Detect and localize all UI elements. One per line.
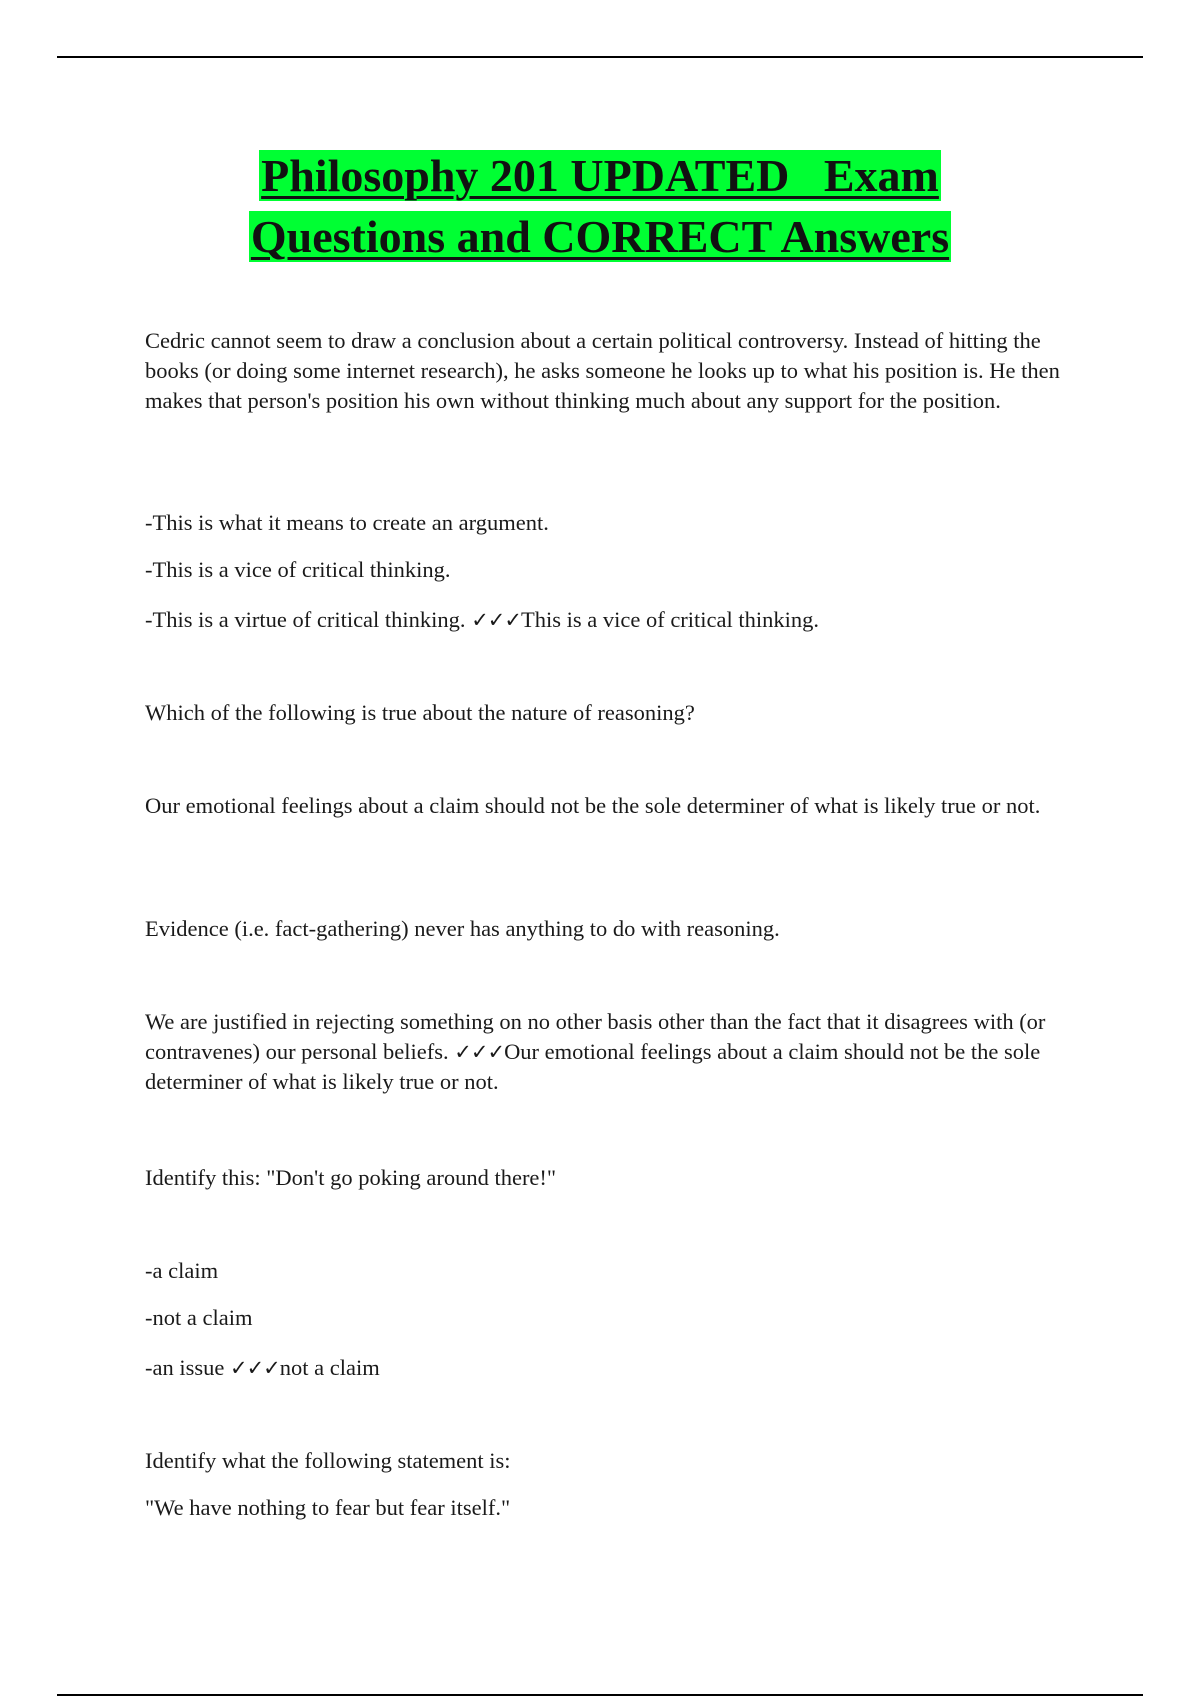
q1-option-3: -This is a virtue of critical thinking. [145, 607, 466, 632]
q2-option-3-answer-line [145, 1007, 1065, 1097]
q3-option-3: -an issue [145, 1355, 225, 1380]
title-line-1: Philosophy 201 UPDATED Exam [261, 150, 939, 201]
top-rule [57, 56, 1143, 58]
checkmark-icon: ✓✓✓ [229, 1356, 280, 1380]
q4-question: Identify what the following statement is: [145, 1448, 511, 1473]
q4-quote: "We have nothing to fear but fear itself." [145, 1495, 511, 1520]
q3-option-1: -a claim [145, 1258, 219, 1283]
q1-option-2: -This is a vice of critical thinking. [145, 557, 451, 582]
q3-option-3-answer-line [145, 1353, 1065, 1383]
q2-option-2: Evidence (i.e. fact-gathering) never has anything to do with reasoning. [145, 916, 780, 941]
checkmark-icon: ✓✓✓ [471, 608, 521, 632]
q2-answer: Our emotional feelings about a claim should not be the sole determiner of what is likely true or not. [145, 1039, 1041, 1094]
checkmark-icon: ✓✓✓ [454, 1040, 505, 1064]
title-line-2: Questions and CORRECT Answers [250, 211, 950, 262]
document-title [0, 145, 1200, 267]
q1-option-3-answer-line [145, 605, 1065, 635]
q3-option-2: -not a claim [145, 1305, 253, 1330]
q2-option-1: Our emotional feelings about a claim should not be the sole determiner of what is likely true or not. [145, 793, 1041, 818]
q1-option-1: -This is what it means to create an argument. [145, 510, 549, 535]
q3-question: Identify this: "Don't go poking around there!" [145, 1165, 557, 1190]
q3-answer: not a claim [279, 1355, 380, 1380]
q1-question: Cedric cannot seem to draw a conclusion about a certain political controversy. Instead of hitting the books (or doing some internet research), he asks someone he looks up to what his position is. He then makes that person's position his own without thinking much about any support for the position. [145, 328, 1060, 413]
q2-question: Which of the following is true about the nature of reasoning? [145, 700, 695, 725]
q2-option-3: We are justified in rejecting something on no other basis other than the fact that it disagrees with (or contravenes) our personal beliefs. [145, 1009, 1046, 1064]
bottom-rule [57, 1694, 1143, 1696]
q1-answer: This is a vice of critical thinking. [520, 607, 820, 632]
